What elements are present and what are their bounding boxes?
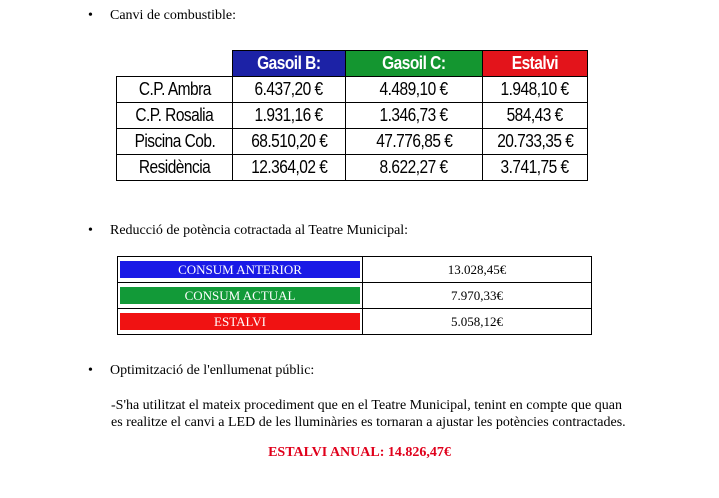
estalvi-label: ESTALVI: [120, 313, 360, 330]
table-cell: 20.733,35 €: [483, 129, 588, 155]
table-row: [117, 129, 588, 155]
paragraph-line: -S'ha utilitzat el mateix procediment que en el Teatre Municipal, tenint en compte que quan: [111, 398, 622, 413]
table-row: [117, 77, 588, 103]
table-cell: 12.364,02 €: [233, 155, 346, 181]
section-title: Optimització de l'enllumenat públic:: [110, 363, 315, 378]
table-row: [118, 257, 592, 283]
header-gasoil-b: Gasoil B:: [233, 51, 346, 77]
table-cell: 13.028,45€: [363, 257, 592, 283]
table-row: [118, 283, 592, 309]
bullet-icon: •: [88, 8, 93, 23]
section-enllumenat: [88, 363, 314, 379]
row-label: Residència: [117, 155, 233, 181]
table-header-row: [117, 51, 588, 77]
row-label: Piscina Cob.: [117, 129, 233, 155]
bullet-icon: •: [88, 363, 93, 378]
table-row: [118, 309, 592, 335]
table-cell: 5.058,12€: [363, 309, 592, 335]
table-cell: 584,43 €: [483, 103, 588, 129]
table-cell: 3.741,75 €: [483, 155, 588, 181]
table-cell: 68.510,20 €: [233, 129, 346, 155]
section-potencia: [88, 223, 408, 239]
table-cell: 4.489,10 €: [346, 77, 483, 103]
table-cell: 8.622,27 €: [346, 155, 483, 181]
header-estalvi: Estalvi: [483, 51, 588, 77]
consum-anterior-label: CONSUM ANTERIOR: [120, 261, 360, 278]
row-label: C.P. Rosalia: [117, 103, 233, 129]
section-title: Reducció de potència cotractada al Teatre Municipal:: [110, 223, 409, 238]
table-cell: 1.346,73 €: [346, 103, 483, 129]
table-cell: 47.776,85 €: [346, 129, 483, 155]
table-row: [117, 155, 588, 181]
row-label-cell: [118, 309, 363, 335]
row-label: C.P. Ambra: [117, 77, 233, 103]
bullet-icon: •: [88, 223, 93, 238]
paragraph-line: es realitze el canvi a LED de les lluminàries es tornaran a ajustar les potències contractades.: [111, 415, 626, 430]
table-cell: 6.437,20 €: [233, 77, 346, 103]
row-label-cell: [118, 283, 363, 309]
row-label-cell: [118, 257, 363, 283]
table-row: [117, 103, 588, 129]
annual-savings-total: ESTALVI ANUAL: 14.826,47€: [268, 445, 451, 460]
table-cell: 7.970,33€: [363, 283, 592, 309]
fuel-savings-table: [116, 50, 588, 181]
table-cell: 1.948,10 €: [483, 77, 588, 103]
description-paragraph: [111, 397, 626, 431]
section-combustible: [88, 8, 236, 24]
table-cell: 1.931,16 €: [233, 103, 346, 129]
power-reduction-table: [117, 256, 592, 335]
header-gasoil-c: Gasoil C:: [346, 51, 483, 77]
section-title: Canvi de combustible:: [110, 8, 236, 23]
consum-actual-label: CONSUM ACTUAL: [120, 287, 360, 304]
